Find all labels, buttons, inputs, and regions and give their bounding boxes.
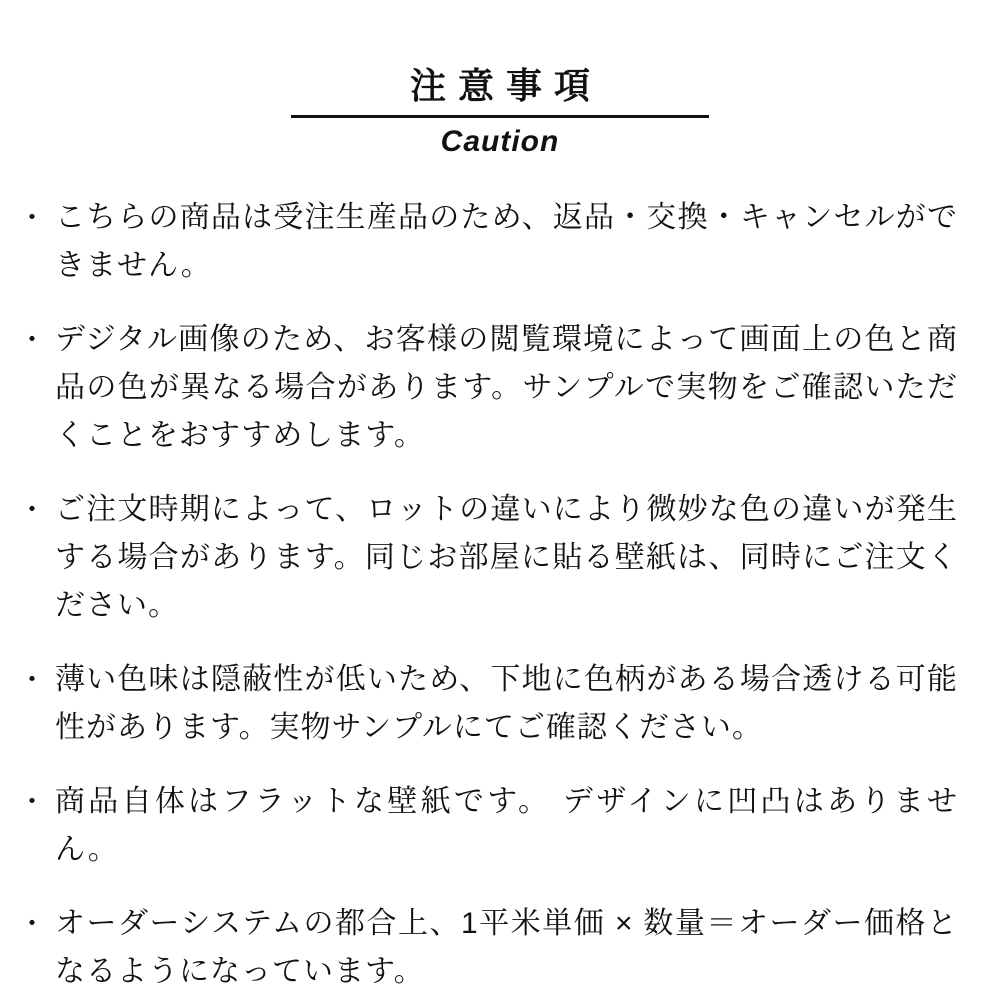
list-item xyxy=(18,316,958,460)
list-item xyxy=(18,656,958,752)
list-item-text: 薄い色味は隠蔽性が低いため、下地に色柄がある場合透ける可能性があります。実物サンプルにてご確認ください。 xyxy=(55,662,958,744)
list-item-text: オーダーシステムの都合上、1平米単価 × 数量＝オーダー価格となるようになっています。 xyxy=(55,906,958,988)
bullet-icon: ・ xyxy=(18,493,48,525)
title-divider xyxy=(291,115,709,118)
list-item-text: デジタル画像のため、お客様の閲覧環境によって画面上の色と商品の色が異なる場合があります。サンプルで実物をご確認いただくことをおすすめします。 xyxy=(55,322,958,452)
list-item xyxy=(18,778,958,874)
page-subtitle: Caution xyxy=(440,124,560,158)
bullet-icon: ・ xyxy=(18,323,48,355)
list-item xyxy=(18,194,958,290)
bullet-icon: ・ xyxy=(18,785,48,817)
page-title: 注意事項 xyxy=(409,65,602,106)
caution-content xyxy=(0,194,1000,996)
list-item-text: 商品自体はフラットな壁紙です。 デザインに凹凸はありません。 xyxy=(55,784,958,866)
page-header xyxy=(0,0,1000,158)
list-item xyxy=(18,900,958,996)
list-item-text: こちらの商品は受注生産品のため、返品・交換・キャンセルができません。 xyxy=(55,200,958,282)
bullet-icon: ・ xyxy=(18,201,48,233)
bullet-icon: ・ xyxy=(18,907,48,939)
bullet-icon: ・ xyxy=(18,663,48,695)
list-item-text: ご注文時期によって、ロットの違いにより微妙な色の違いが発生する場合があります。同じお部屋に貼る壁紙は、同時にご注文ください。 xyxy=(55,492,958,622)
list-item xyxy=(18,486,958,630)
caution-list xyxy=(18,194,958,996)
